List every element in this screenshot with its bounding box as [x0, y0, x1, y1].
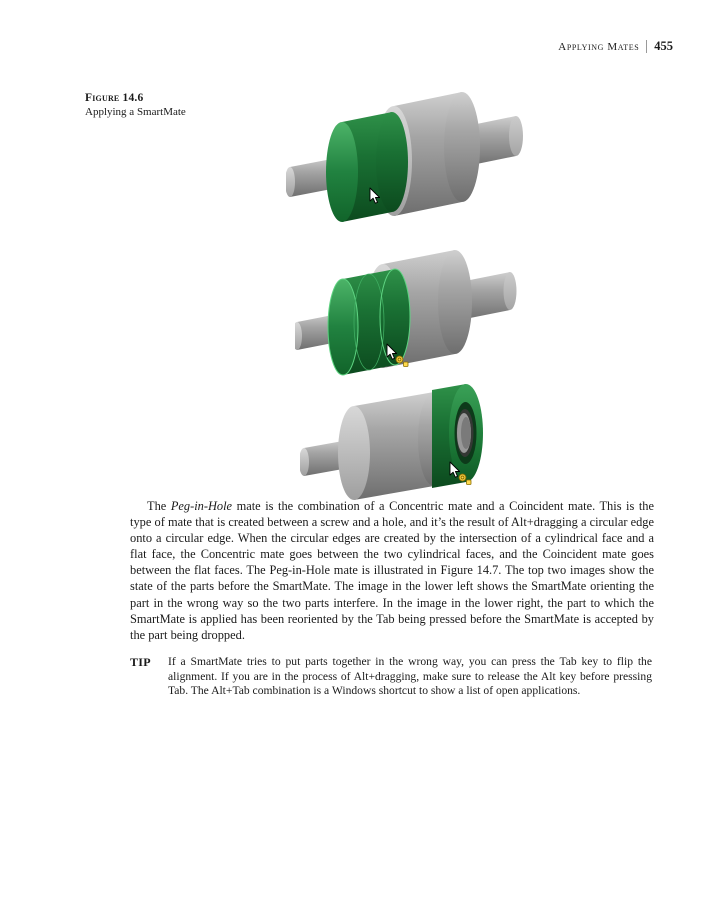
body-paragraph — [130, 498, 654, 643]
figure-caption: Applying a SmartMate — [85, 106, 186, 118]
figure-label: Figure 14.6 — [85, 92, 144, 104]
smartmate-step2-image — [295, 240, 535, 380]
running-title: Applying Mates — [558, 40, 640, 53]
tip-label: TIP — [130, 655, 151, 669]
gray-part — [300, 392, 450, 500]
peg-in-hole-term: Peg-in-Hole — [170, 499, 233, 513]
smartmate-step1-image — [286, 90, 526, 235]
body-text-rest: mate is the combination of a Concentric mate and a Coincident mate. This is the type of mate that is created between a screw and a hole, and it’s the result of Alt+dragging a circular edge onto a circular edge. When the circular edges are created by the intersection of a cylindrical face and a flat face, the Concentric mate goes between the two cylindrical faces, and the Coincident mate goes between the flat faces. The Peg-in-Hole mate is illustrated in Figure 14.7. The top two images show the state of the parts before the SmartMate. The image in the lower left shows the SmartMate orienting the part in the wrong way so the two parts interfere. In the image in the lower right, the part to which the SmartMate is applied has been reoriented by the Tab being pressed before the SmartMate is accepted by the part being dropped. — [130, 499, 654, 642]
body-text-lead: The — [147, 499, 171, 513]
green-part — [286, 112, 408, 222]
tip-text: If a SmartMate tries to put parts together in the wrong way, you can press the Tab key to flip the alignment. If you are in the process of Alt+dragging, make sure to release the Alt key before pressing Tab. The Alt+Tab combination is a Windows shortcut to show a list of open applications. — [168, 655, 652, 698]
running-header — [558, 39, 673, 54]
green-part-with-hole — [432, 384, 483, 488]
page-number: 455 — [654, 39, 673, 53]
tip-block — [130, 655, 652, 699]
figure-label-block — [85, 92, 265, 118]
header-divider — [646, 40, 647, 53]
smartmate-step3-image — [300, 378, 540, 504]
